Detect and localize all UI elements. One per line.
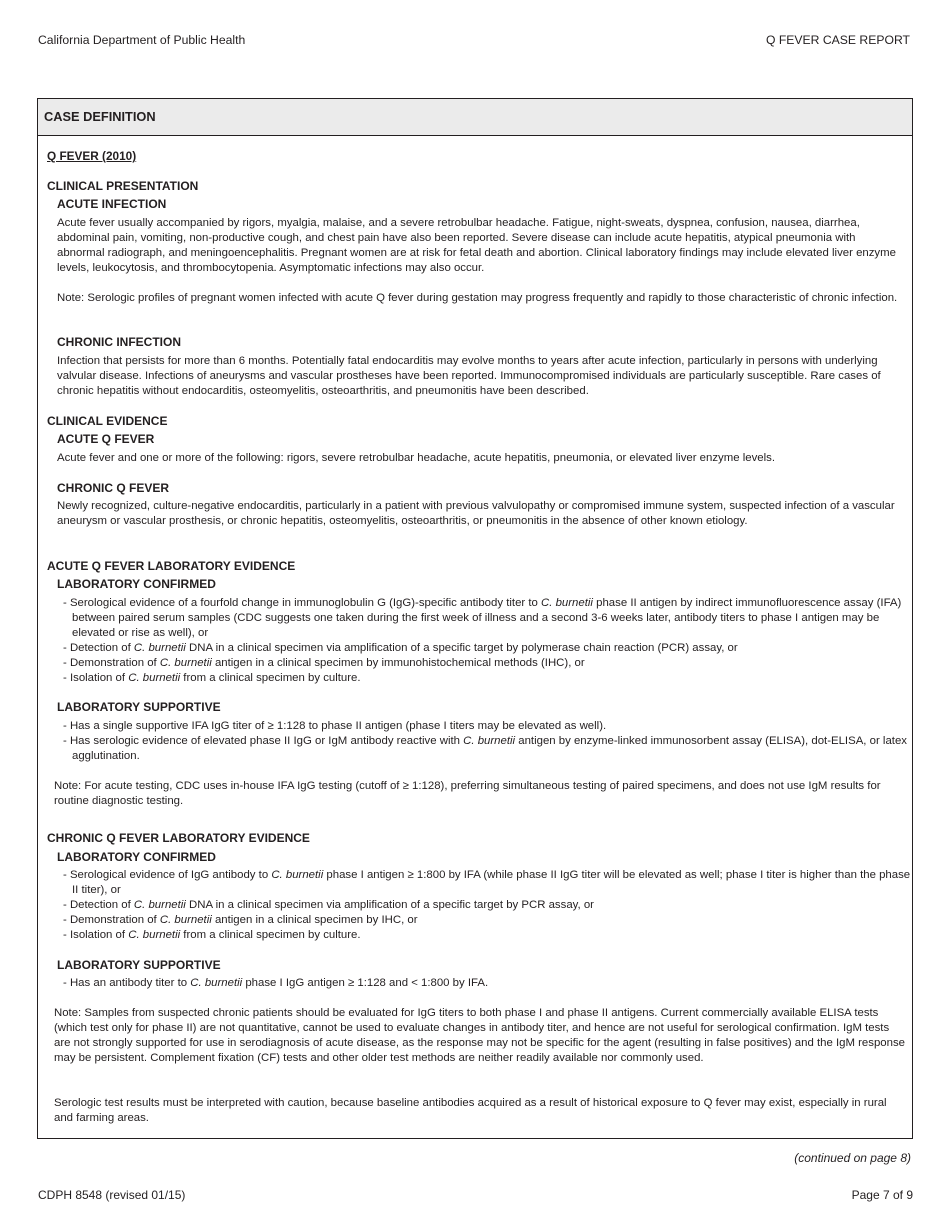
organism-name: C. burnetii: [128, 929, 181, 941]
footer-page-number: Page 7 of 9: [851, 1188, 913, 1202]
acute-q-fever-text: Acute fever and one or more of the following: rigors, severe retrobulbar headache, acute hepatitis, pneumonia, or elevated liver enzyme levels.: [57, 452, 776, 464]
heading-clinical-evidence: CLINICAL EVIDENCE: [47, 414, 168, 428]
acute-lab-note: Note: For acute testing, CDC uses in-house IFA IgG testing (cutoff of ≥ 1:128), preferring simultaneous testing of paired specimens, and does not use IgM results for routine diagnostic testing.: [54, 780, 881, 807]
header-org: California Department of Public Health: [38, 33, 246, 47]
serologic-note: Serologic test results must be interpreted with caution, because baseline antibodies acquired as a result of historical exposure to Q fever may exist, especially in rural and farming areas.: [54, 1097, 887, 1124]
list-item: [63, 734, 913, 764]
list-item: [63, 719, 913, 734]
box-title: CASE DEFINITION: [38, 99, 912, 136]
heading-acute-lab-confirmed: LABORATORY CONFIRMED: [57, 577, 216, 591]
organism-name: C. burnetii: [133, 642, 186, 654]
list-item: [63, 928, 913, 943]
footer-form-number: CDPH 8548 (revised 01/15): [38, 1188, 186, 1202]
continued-note: (continued on page 8): [794, 1151, 911, 1165]
list-item-text: - Detection of: [63, 899, 134, 911]
organism-name: C. burnetii: [159, 657, 212, 669]
case-definition-box: [37, 98, 913, 1139]
heading-acute-lab-supportive: LABORATORY SUPPORTIVE: [57, 700, 221, 714]
heading-clinical-presentation: CLINICAL PRESENTATION: [47, 179, 199, 193]
heading-chronic-lab-supportive: LABORATORY SUPPORTIVE: [57, 958, 221, 972]
list-item-text: - Isolation of: [63, 929, 129, 941]
list-item-text: - Demonstration of: [63, 914, 160, 926]
list-item: [63, 913, 913, 928]
list-item: [63, 671, 913, 686]
list-item-text: - Isolation of: [63, 672, 129, 684]
list-item-text: phase II antigen by indirect immunofluorescence assay (IFA) between paired serum samples (CDC suggests one taken during the first week of illness and a second 3-6 weeks later, antibody titers to phase I antigen may be elevated or rise as well), or: [72, 597, 902, 639]
list-item-text: - Has an antibody titer to: [63, 977, 191, 989]
organism-name: C. burnetii: [128, 672, 181, 684]
list-item: [63, 641, 913, 656]
list-item-text: phase I IgG antigen ≥ 1:128 and < 1:800 by IFA.: [242, 977, 489, 989]
organism-name: C. burnetii: [541, 597, 593, 609]
list-item: [63, 596, 913, 641]
list-item-text: phase I antigen ≥ 1:800 by IFA (while phase II IgG titer will be elevated as well; phase I titer is higher than the phase II titer), or: [72, 869, 911, 896]
chronic-lab-note: Note: Samples from suspected chronic patients should be evaluated for IgG titers to both phase I and phase II antigens. Current commercially available ELISA tests (which test only for phase II) are not quantitative, cannot be used to evaluate changes in antibody titer, and hence are not useful for serological confirmation. IgM tests are not strongly supported for use in serodiagnosis of acute disease, as the response may not be specific for the agent (resulting in false positives) and the IgM response may be persistent. Complement fixation (CF) tests and other older test methods are neither readily available nor commonly used.: [54, 1007, 905, 1064]
organism-name: C. burnetii: [190, 977, 243, 989]
list-item: [63, 898, 913, 913]
organism-name: C. burnetii: [271, 869, 324, 881]
heading-acute-q-fever: ACUTE Q FEVER: [57, 432, 155, 446]
list-item-text: antigen by enzyme-linked immunosorbent assay (ELISA), dot-ELISA, or latex agglutination.: [72, 735, 907, 762]
acute-infection-text: Acute fever usually accompanied by rigors, myalgia, malaise, and a severe retrobulbar headache. Fatigue, night-sweats, dyspnea, confusion, nausea, diarrhea, abdominal pain, vomiting, non-productive cough, and chest pain have also been reported. Severe disease can include acute hepatitis, atypical pneumonia with abnormal radiograph, and meningoencephalitis. Pregnant women are at risk for fetal death and abortion. Clinical laboratory findings may include elevated liver enzyme levels, leukocytosis, and thrombocytopenia. Asymptomatic infections may also occur.: [57, 217, 896, 274]
header-report-title: Q FEVER CASE REPORT: [765, 33, 910, 47]
list-item-text: - Serological evidence of IgG antibody to: [63, 869, 272, 881]
doc-title: Q FEVER (2010): [47, 149, 137, 163]
organism-name: C. burnetii: [133, 899, 186, 911]
list-item: [63, 656, 913, 671]
heading-chronic-lab-confirmed: LABORATORY CONFIRMED: [57, 850, 216, 864]
heading-acute-lab-evidence: ACUTE Q FEVER LABORATORY EVIDENCE: [47, 559, 296, 573]
list-item-text: DNA in a clinical specimen via amplification of a specific target by PCR assay, or: [185, 899, 594, 911]
heading-acute-infection: ACUTE INFECTION: [57, 197, 167, 211]
chronic-infection-text: Infection that persists for more than 6 months. Potentially fatal endocarditis may evolve months to years after acute infection, particularly in persons with underlying valvular disease. Infections of aneurysms and vascular prostheses have been reported. Immunocompromised individuals are particularly susceptible. Rare cases of chronic hepatitis without endocarditis, osteomyelitis, osteoarthritis, and pneumonitis have been described.: [57, 355, 881, 397]
acute-infection-note: Note: Serologic profiles of pregnant women infected with acute Q fever during gestation may progress frequently and rapidly to those characteristic of chronic infection.: [57, 292, 898, 304]
heading-chronic-q-fever: CHRONIC Q FEVER: [57, 481, 170, 495]
list-item-text: DNA in a clinical specimen via amplification of a specific target by polymerase chain reaction (PCR) assay, or: [185, 642, 738, 654]
organism-name: C. burnetii: [159, 914, 212, 926]
organism-name: C. burnetii: [463, 735, 516, 747]
list-item: [63, 976, 913, 991]
heading-chronic-infection: CHRONIC INFECTION: [57, 335, 181, 349]
list-item-text: antigen in a clinical specimen by IHC, or: [211, 914, 418, 926]
list-item-text: antigen in a clinical specimen by immunohistochemical methods (IHC), or: [211, 657, 585, 669]
list-item-text: - Demonstration of: [63, 657, 160, 669]
list-item: [63, 868, 913, 898]
list-item-text: from a clinical specimen by culture.: [180, 929, 361, 941]
list-item-text: - Has a single supportive IFA IgG titer of ≥ 1:128 to phase II antigen (phase I titers may be elevated as well).: [63, 720, 607, 732]
chronic-q-fever-text: Newly recognized, culture-negative endocarditis, particularly in a patient with previous valvulopathy or compromised immune system, suspected infection of a vascular aneurysm or vascular prosthesis, or chronic hepatitis, osteomyelitis, osteoarthritis, or pneumonitis in the absence of other known etiology.: [57, 500, 895, 527]
heading-chronic-lab-evidence: CHRONIC Q FEVER LABORATORY EVIDENCE: [47, 831, 310, 845]
list-item-text: - Serological evidence of a fourfold change in immunoglobulin G (IgG)-specific antibody titer to: [63, 597, 542, 609]
list-item-text: from a clinical specimen by culture.: [180, 672, 361, 684]
list-item-text: - Has serologic evidence of elevated phase II IgG or IgM antibody reactive with: [63, 735, 464, 747]
list-item-text: - Detection of: [63, 642, 134, 654]
